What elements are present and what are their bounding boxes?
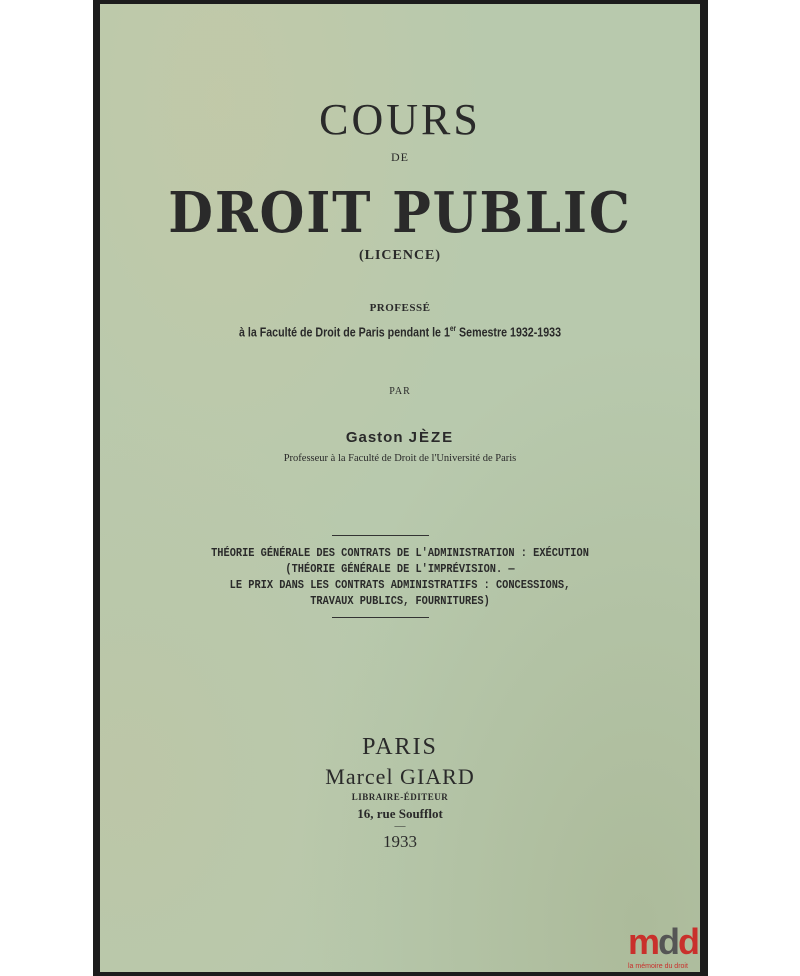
subject-block [142,545,658,609]
watermark-logo [626,922,706,976]
publication-year: 1933 [383,832,417,851]
author-last-name: JÈZE [408,429,455,446]
title-cours: COURS [319,95,481,144]
taught-place-prefix: à la Faculté de Droit de Paris pendant le 1 [238,324,450,340]
taught-place-sup: er [449,324,457,333]
watermark-logo-text: mdd [628,921,699,962]
by-label: PAR [389,386,411,397]
subject-line: LE PRIX DANS LES CONTRATS ADMINISTRATIFS : CONCESSIONS, [229,578,571,592]
subject-bottom-rule [332,617,429,618]
author-affiliation: Professeur à la Faculté de Droit de l'Université de Paris [283,453,517,464]
subject-line: TRAVAUX PUBLICS, FOURNITURES) [310,594,490,608]
taught-label: PROFESSÉ [369,302,431,314]
taught-place [154,324,646,339]
book-cover [100,4,700,972]
author-name [100,429,700,446]
watermark-tagline: la mémoire du droit [628,963,688,970]
title-de: DE [391,150,409,164]
publisher-name: Marcel GIARD [325,764,475,789]
subject-top-rule [332,535,429,536]
author-first-name: Gaston [345,429,404,446]
taught-place-suffix: Semestre 1932-1933 [456,324,562,340]
publication-city: PARIS [362,734,438,760]
title-droit-public: DROIT PUBLIC [168,180,632,246]
subject-line: (THÉORIE GÉNÉRALE DE L'IMPRÉVISION. — [285,562,515,576]
publisher-role: LIBRAIRE-ÉDITEUR [351,792,449,802]
subject-line: THÉORIE GÉNÉRALE DES CONTRATS DE L'ADMINISTRATION : EXÉCUTION [211,546,589,560]
separator-dash: — [394,820,406,832]
level-licence: (LICENCE) [358,248,442,263]
publisher-address: 16, rue Soufflot [357,806,443,821]
